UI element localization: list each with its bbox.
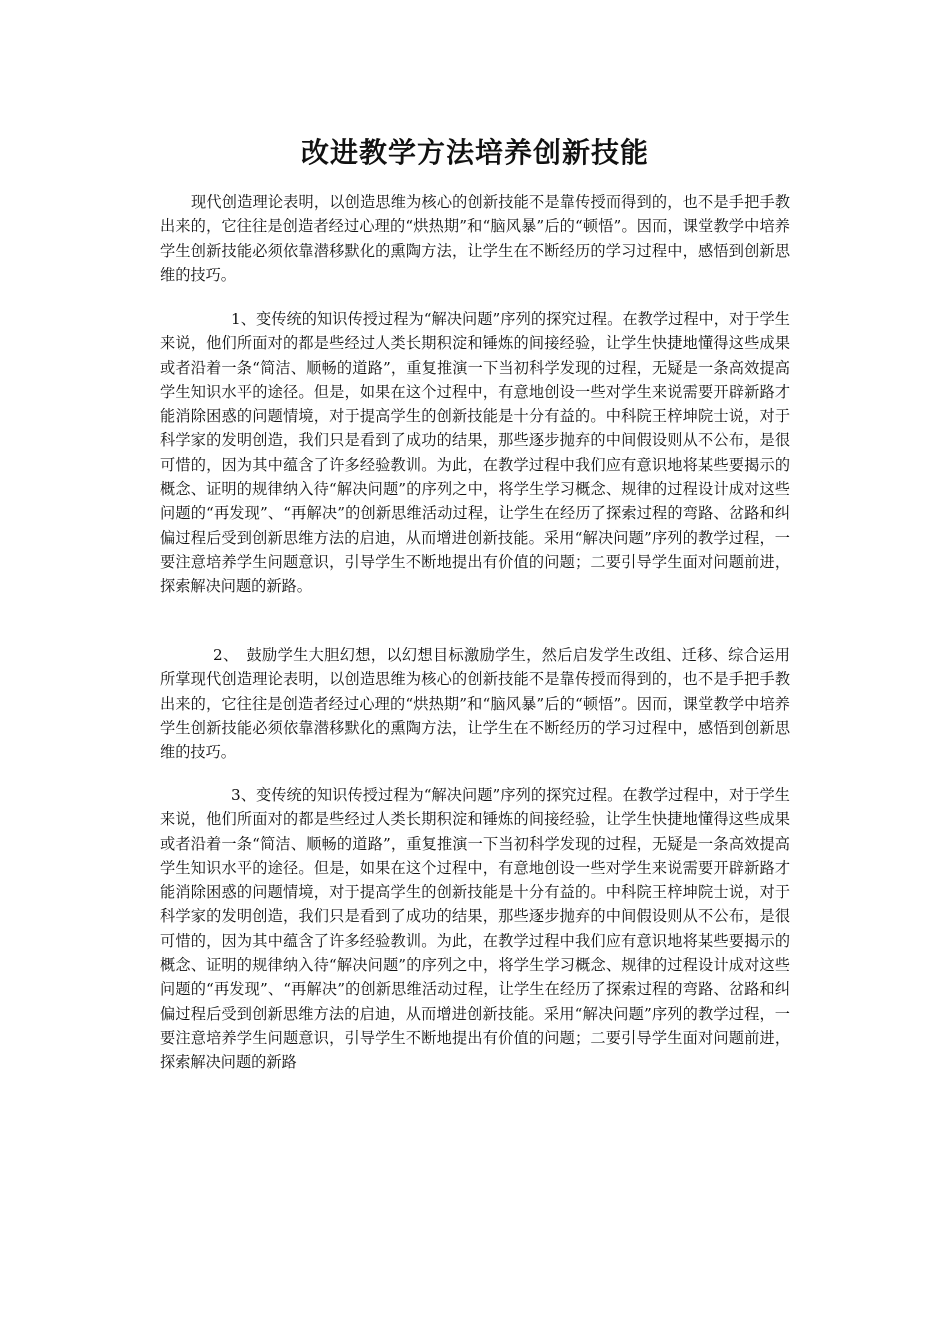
paragraph-point-2: 2、 鼓励学生大胆幻想，以幻想目标激励学生，然后启发学生改组、迁移、综合运用所掌现代创造理论表明，以创造思维为核心的创新技能不是靠传授而得到的，也不是手把手教出来的，它往往是创造者经过心理的“烘热期”和“脑风暴”后的“顿悟”。因而，课堂教学中培养学生创新技能必须依靠潜移默化的熏陶方法，让学生在不断经历的学习过程中，感悟到创新思维的技巧。 — [160, 646, 790, 762]
paragraph-point-1: 1、变传统的知识传授过程为“解决问题”序列的探究过程。在教学过程中，对于学生来说，他们所面对的都是些经过人类长期积淀和锤炼的间接经验，让学生快捷地懂得这些成果或者沿着一条“简洁、顺畅的道路”，重复推演一下当初科学发现的过程，无疑是一条高效提高学生知识水平的途径。但是，如果在这个过程中，有意地创设一些对学生来说需要开辟新路才能消除困惑的问题情境，对于提高学生的创新技能是十分有益的。中科院王梓坤院士说，对于科学家的发明创造，我们只是看到了成功的结果，那些逐步抛弃的中间假设则从不公布，是很可惜的，因为其中蕴含了许多经验教训。为此，在教学过程中我们应有意识地将某些要揭示的概念、证明的规律纳入待“解决问题”的序列之中，将学生学习概念、规律的过程设计成对这些问题的“再发现”、“再解决”的创新思维活动过程，让学生在经历了探索过程的弯路、岔路和纠偏过程后受到创新思维方法的启迪，从而增进创新技能。采用“解决问题”序列的教学过程，一要注意培养学生问题意识，引导学生不断地提出有价值的问题；二要引导学生面对问题前进，探索解决问题的新路。 — [160, 310, 790, 596]
paragraph-point-3: 3、变传统的知识传授过程为“解决问题”序列的探究过程。在教学过程中，对于学生来说，他们所面对的都是些经过人类长期积淀和锤炼的间接经验，让学生快捷地懂得这些成果或者沿着一条“简洁、顺畅的道路”，重复推演一下当初科学发现的过程，无疑是一条高效提高学生知识水平的途径。但是，如果在这个过程中，有意地创设一些对学生来说需要开辟新路才能消除困惑的问题情境，对于提高学生的创新技能是十分有益的。中科院王梓坤院士说，对于科学家的发明创造，我们只是看到了成功的结果，那些逐步抛弃的中间假设则从不公布，是很可惜的，因为其中蕴含了许多经验教训。为此，在教学过程中我们应有意识地将某些要揭示的概念、证明的规律纳入待“解决问题”的序列之中，将学生学习概念、规律的过程设计成对这些问题的“再发现”、“再解决”的创新思维活动过程，让学生在经历了探索过程的弯路、岔路和纠偏过程后受到创新思维方法的启迪，从而增进创新技能。采用“解决问题”序列的教学过程，一要注意培养学生问题意识，引导学生不断地提出有价值的问题；二要引导学生面对问题前进，探索解决问题的新路 — [160, 786, 790, 1072]
document-title: 改进教学方法培养创新技能 — [300, 136, 649, 169]
paragraph-intro: 现代创造理论表明，以创造思维为核心的创新技能不是靠传授而得到的，也不是手把手教出来的，它往往是创造者经过心理的“烘热期”和“脑风暴”后的“顿悟”。因而，课堂教学中培养学生创新技能必须依靠潜移默化的熏陶方法，让学生在不断经历的学习过程中，感悟到创新思维的技巧。 — [160, 193, 790, 284]
